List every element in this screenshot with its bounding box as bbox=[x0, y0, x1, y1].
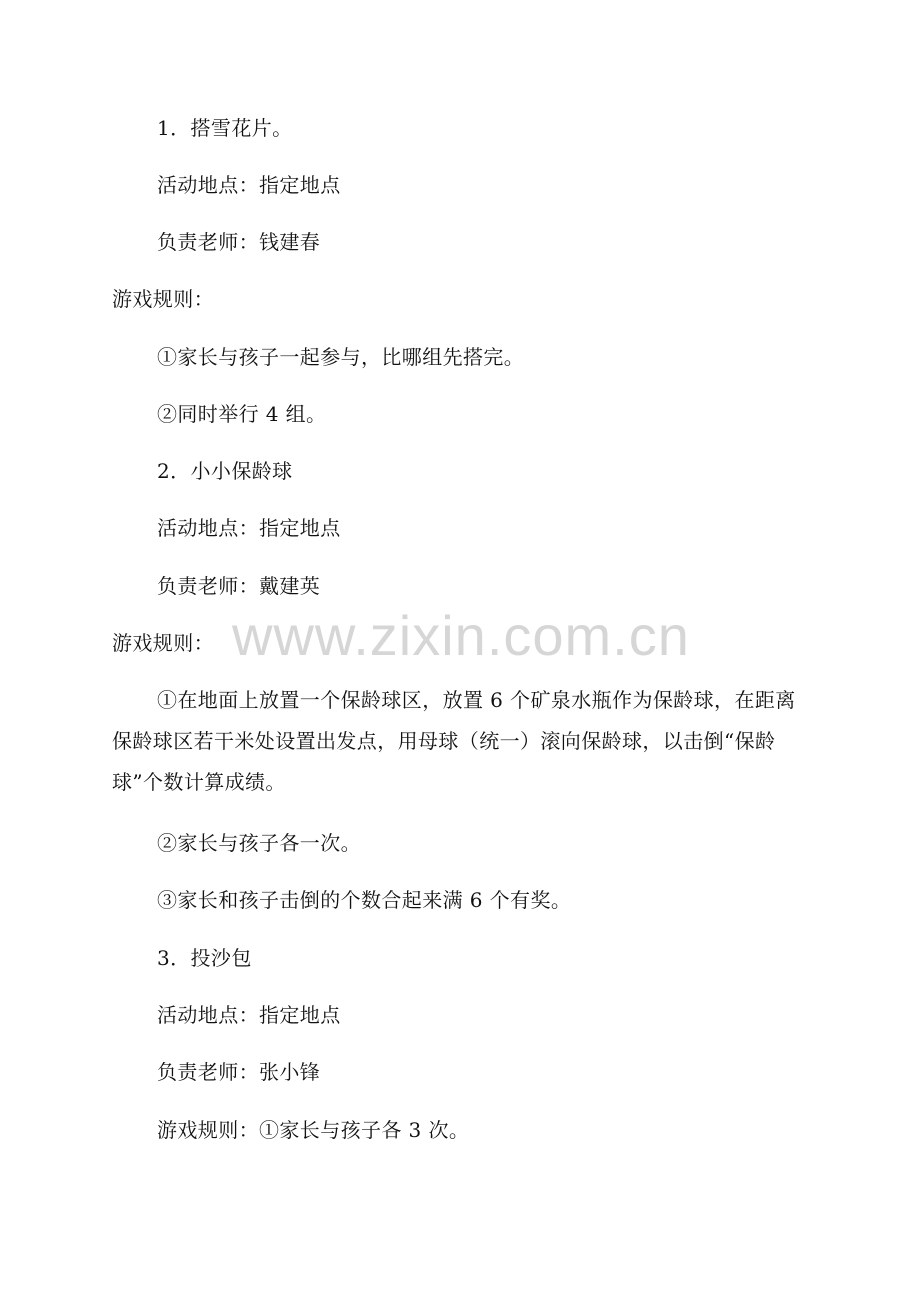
item-3-title: 3．投沙包 bbox=[157, 946, 252, 970]
item-1-rules-heading: 游戏规则： bbox=[112, 287, 214, 311]
item-2-rule-2: ②家长与孩子各一次。 bbox=[157, 831, 361, 855]
item-1-title: 1．搭雪花片。 bbox=[157, 116, 293, 140]
item-3-rules-line: 游戏规则：①家长与孩子各 3 次。 bbox=[157, 1118, 470, 1142]
item-2-title: 2．小小保龄球 bbox=[157, 459, 293, 483]
item-2-rule-3: ③家长和孩子击倒的个数合起来满 6 个有奖。 bbox=[157, 888, 572, 912]
item-2-rules-heading: 游戏规则： bbox=[112, 631, 214, 655]
item-1-rule-2: ②同时举行 4 组。 bbox=[157, 402, 327, 426]
item-2-location: 活动地点：指定地点 bbox=[157, 516, 341, 540]
item-1-rule-1: ①家长与孩子一起参与，比哪组先搭完。 bbox=[157, 345, 525, 369]
item-3-location: 活动地点：指定地点 bbox=[157, 1003, 341, 1027]
item-1-teacher: 负责老师：钱建春 bbox=[157, 230, 321, 254]
watermark: www.zixin.com.cn bbox=[232, 604, 690, 667]
item-2-rule-1: ①在地面上放置一个保龄球区，放置 6 个矿泉水瓶作为保龄球，在距离保龄球区若干米处设置出发点，用母球（统一）滚向保龄球，以击倒“保龄球”个数计算成绩。 bbox=[112, 688, 796, 794]
item-1-location: 活动地点：指定地点 bbox=[157, 173, 341, 197]
item-3-teacher: 负责老师：张小锋 bbox=[157, 1060, 321, 1084]
item-2-teacher: 负责老师：戴建英 bbox=[157, 574, 321, 598]
